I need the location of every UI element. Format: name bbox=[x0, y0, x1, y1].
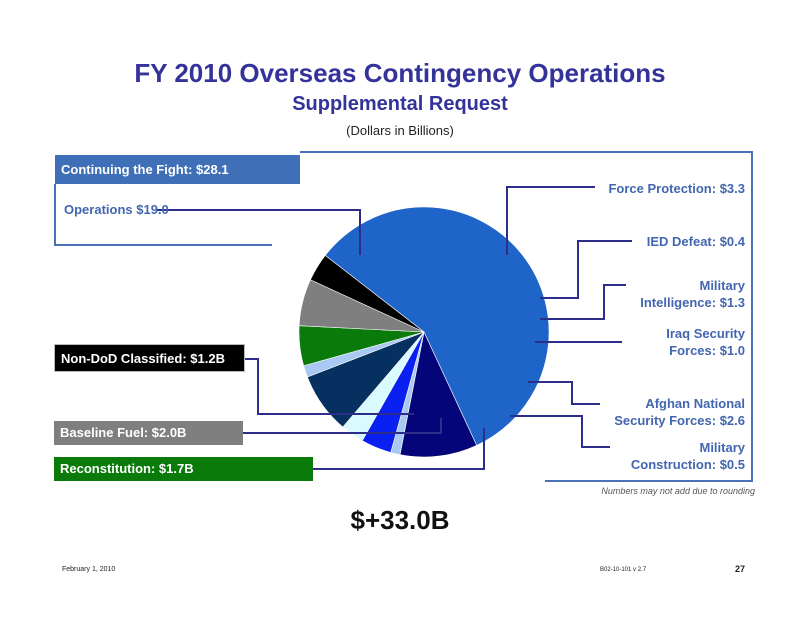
milcon-line2: Construction: $0.5 bbox=[630, 457, 745, 472]
afghan-line1: Afghan National bbox=[645, 396, 745, 411]
iraq-security-label bbox=[560, 325, 745, 359]
afghan-line2: Security Forces: $2.6 bbox=[614, 413, 745, 428]
iraq-security-line2: Forces: $1.0 bbox=[669, 343, 745, 358]
chart-title: FY 2010 Overseas Contingency Operations bbox=[134, 58, 666, 88]
milcon-line1: Military bbox=[699, 440, 745, 455]
military-intelligence-label bbox=[560, 277, 745, 311]
total-amount: $+33.0B bbox=[350, 505, 450, 535]
military-intelligence-line2: Intelligence: $1.3 bbox=[640, 295, 745, 310]
ied-defeat-label: IED Defeat: $0.4 bbox=[646, 234, 745, 249]
chart-subtitle: Supplemental Request bbox=[292, 93, 508, 115]
footer-date: February 1, 2010 bbox=[62, 566, 116, 573]
force-protection-label: Force Protection: $3.3 bbox=[608, 181, 745, 196]
afghan-label bbox=[560, 395, 745, 429]
reconstitution-label: Reconstitution: $1.7B bbox=[54, 457, 313, 481]
leader-operations bbox=[157, 210, 360, 255]
rounding-note: Numbers may not add due to rounding bbox=[601, 486, 755, 496]
page-number: 27 bbox=[735, 564, 746, 574]
iraq-security-line1: Iraq Security bbox=[666, 326, 745, 341]
operations-label: Operations $19.0 bbox=[64, 202, 169, 217]
baseline-fuel-label: Baseline Fuel: $2.0B bbox=[54, 421, 243, 445]
military-intelligence-line1: Military bbox=[699, 278, 745, 293]
continuing-fight-label: Continuing the Fight: $28.1 bbox=[55, 155, 300, 184]
non-dod-classified-label: Non-DoD Classified: $1.2B bbox=[54, 344, 245, 372]
milcon-label bbox=[560, 439, 745, 473]
chart-units: (Dollars in Billions) bbox=[346, 123, 454, 138]
footer-code: B02-10-101 v 2.7 bbox=[600, 567, 647, 573]
